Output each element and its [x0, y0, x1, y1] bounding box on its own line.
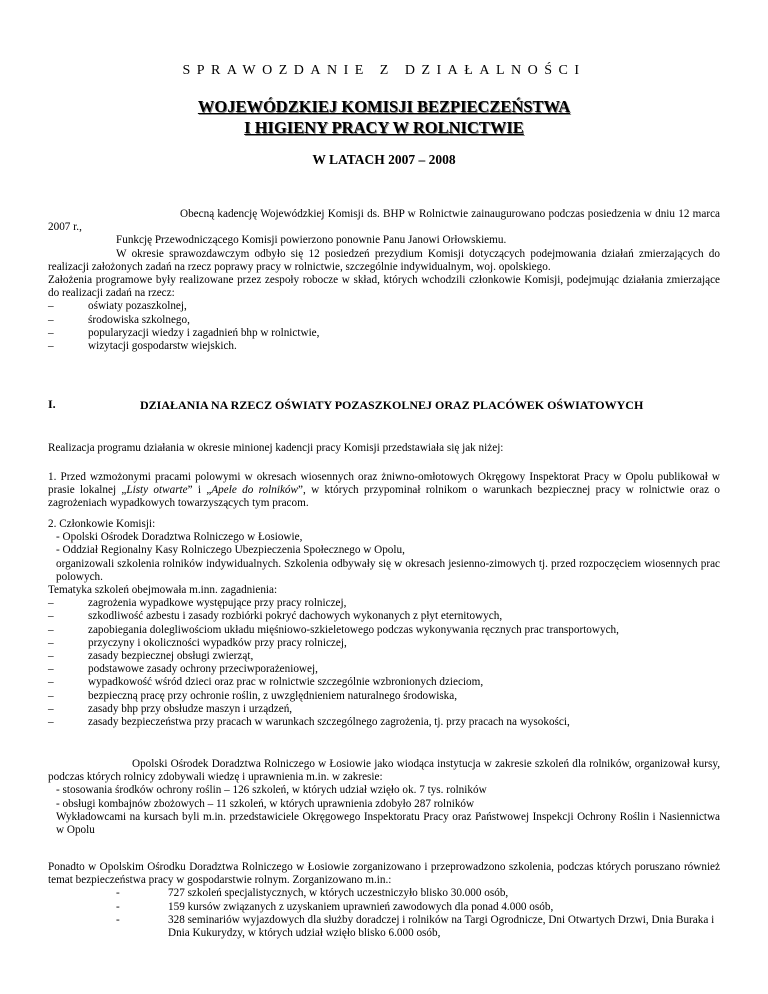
member-2: - Oddział Regionalny Kasy Rolniczego Ubezpieczenia Społecznego w Opolu,: [56, 544, 405, 557]
list-item: - 328 seminariów wyjazdowych dla służby doradczej i rolników na Targi Ogrodnicze, Dni Otwartych Drzwi, Dnia Buraka i Dnia Kukurydzy, w których udział wzięło blisko 6.000 osób,: [48, 914, 720, 940]
intro-paragraph-1: Obecną kadencję Wojewódzkiej Komisji ds. BHP w Rolnictwie zainaugurowano podczas posiedzenia w dniu 12 marca 2007 r.,: [48, 208, 720, 234]
report-years: W LATACH 2007 – 2008: [312, 152, 456, 167]
commission-title-line1: WOJEWÓDZKIEJ KOMISJI BEZPIECZEŃSTWA: [197, 97, 571, 116]
commission-title-line2: I HIGIENY PRACY W ROLNICTWIE: [244, 118, 524, 137]
member-1: - Opolski Ośrodek Doradztwa Rolniczego w Łosiowie,: [56, 531, 303, 544]
list-item: – popularyzacji wiedzy i zagadnień bhp w rolnictwie,: [48, 327, 720, 340]
item-2-text: organizowali szkolenia rolników indywidualnych. Szkolenia odbywały się w okresach jesienno-zimowych tj. przed rozpoczęciem wiosennych prac polowych.: [56, 557, 720, 583]
list-item: – zagrożenia wypadkowe występujące przy pracy rolniczej,: [48, 597, 720, 610]
list-item: - 159 kursów związanych z uzyskaniem uprawnień zawodowych dla ponad 4.000 osób,: [48, 901, 720, 914]
report-heading: SPRAWOZDANIE Z DZIAŁALNOŚCI: [182, 63, 586, 78]
section-title: DZIAŁANIA NA RZECZ OŚWIATY POZASZKOLNEJ ORAZ PLACÓWEK OŚWIATOWYCH: [140, 398, 644, 412]
intro-paragraph-3: W okresie sprawozdawczym odbyło się 12 posiedzeń prezydium Komisji dotyczących podejmowania działań zmierzających do realizacji założonych zadań na rzecz poprawy pracy w rolnictwie, szczególnie indywidualnym, woj. opolskiego.: [48, 247, 720, 273]
item-2-heading: 2. Członkowie Komisji:: [48, 518, 156, 530]
item-1-text-end: ”, w których przypominał rolnikom o warunkach bezpiecznej pracy w rolnictwie oraz o zagrożeniach wypadkowych towarzyszących tym pracom.: [48, 484, 720, 510]
list-item: – przyczyny i okoliczności wypadków przy pracy rolniczej,: [48, 637, 720, 650]
list-item: – zasady bezpieczeństwa przy pracach w warunkach szczególnego zagrożenia, tj. przy pracach na wysokości,: [48, 716, 720, 729]
list-item: – wypadkowość wśród dzieci oraz prac w rolnictwie szczególnie wzbronionych dzieciom,: [48, 676, 720, 689]
commission-title: [0, 96, 768, 138]
section-lead: Realizacja programu działania w okresie minionej kadencji pracy Komisji przedstawiała się jak niżej:: [48, 442, 504, 454]
item-1-emphasis-1: Listy otwarte: [126, 484, 188, 497]
list-item: – zasady bezpiecznej obsługi zwierząt,: [48, 650, 720, 663]
intro-section: [48, 208, 720, 353]
oodr-item: - obsługi kombajnów zbożowych – 11 szkoleń, w których uprawnienia zdobyło 287 rolników: [56, 797, 475, 810]
intro-paragraph-2: Funkcję Przewodniczącego Komisji powierzono ponownie Panu Janowi Orłowskiemu.: [116, 234, 507, 247]
lecturers-paragraph: Wykładowcami na kursach byli m.in. przedstawiciele Okręgowego Inspektoratu Pracy oraz Państwowej Inspekcji Ochrony Roślin i Nasiennictwa w Opolu: [56, 810, 720, 837]
item-1-text-start: 1. Przed wzmożonymi pracami polowymi w okresach wiosennych oraz żniwno-omłotowych Okręgowy Inspektorat Pracy w Opolu publikował w prasie lokalnej „: [48, 471, 720, 497]
list-item: – zasady bhp przy obsłudze maszyn i urządzeń,: [48, 703, 720, 716]
item-1-text-middle: ” i „: [187, 484, 212, 497]
oodr-paragraph: Opolski Ośrodek Doradztwa Rolniczego w Łosiowie jako wiodąca instytucja w zakresie szkoleń dla rolników, organizował kursy, podczas których rolnicy zdobywali wiedzę i uprawnienia m.in. w zakresie:: [48, 758, 720, 784]
list-item: – podstawowe zasady ochrony przeciwporażeniowej,: [48, 663, 720, 676]
item-2-block: [48, 518, 720, 729]
further-paragraph: Ponadto w Opolskim Ośrodku Doradztwa Rolniczego w Łosiowie zorganizowano i przeprowadzono szkolenia, podczas których poruszano również temat bezpieczeństwa pracy w gospodarstwie rolnym. Zorganizowano m.in.:: [48, 861, 720, 887]
list-item: – wizytacji gospodarstw wiejskich.: [48, 340, 720, 353]
item-1-emphasis-2: Apele do rolników: [211, 484, 298, 497]
topics-heading: Tematyka szkoleń obejmowała m.inn. zagadnienia:: [48, 584, 278, 597]
intro-paragraph-4: Założenia programowe były realizowane przez zespoły robocze w skład, których wchodzili członkowie Komisji, podejmując działania zmierzające do realizacji zadań na rzecz:: [48, 274, 720, 300]
list-item: - 727 szkoleń specjalistycznych, w których uczestniczyło blisko 30.000 osób,: [48, 887, 720, 900]
section-number: I.: [48, 397, 56, 411]
list-item: – szkodliwość azbestu i zasady rozbiórki pokryć dachowych wykonanych z płyt eternitowych,: [48, 610, 720, 623]
item-1-paragraph: [48, 471, 720, 511]
topics-list: [48, 597, 720, 729]
list-item: – zapobiegania dolegliwościom układu mięśniowo-szkieletowego podczas wykonywania ręcznych prac transportowych,: [48, 624, 720, 637]
further-list: [48, 887, 720, 940]
list-item: – oświaty pozaszkolnej,: [48, 300, 720, 313]
list-item: – środowiska szkolnego,: [48, 314, 720, 327]
oodr-item: - stosowania środków ochrony roślin – 126 szkoleń, w których udział wzięło ok. 7 tys. rolników: [56, 784, 487, 797]
oodr-block: [48, 758, 720, 837]
further-block: [48, 861, 720, 940]
areas-list: [48, 300, 720, 353]
list-item: – bezpieczną pracę przy ochronie roślin, z uwzględnieniem naturalnego środowiska,: [48, 690, 720, 703]
